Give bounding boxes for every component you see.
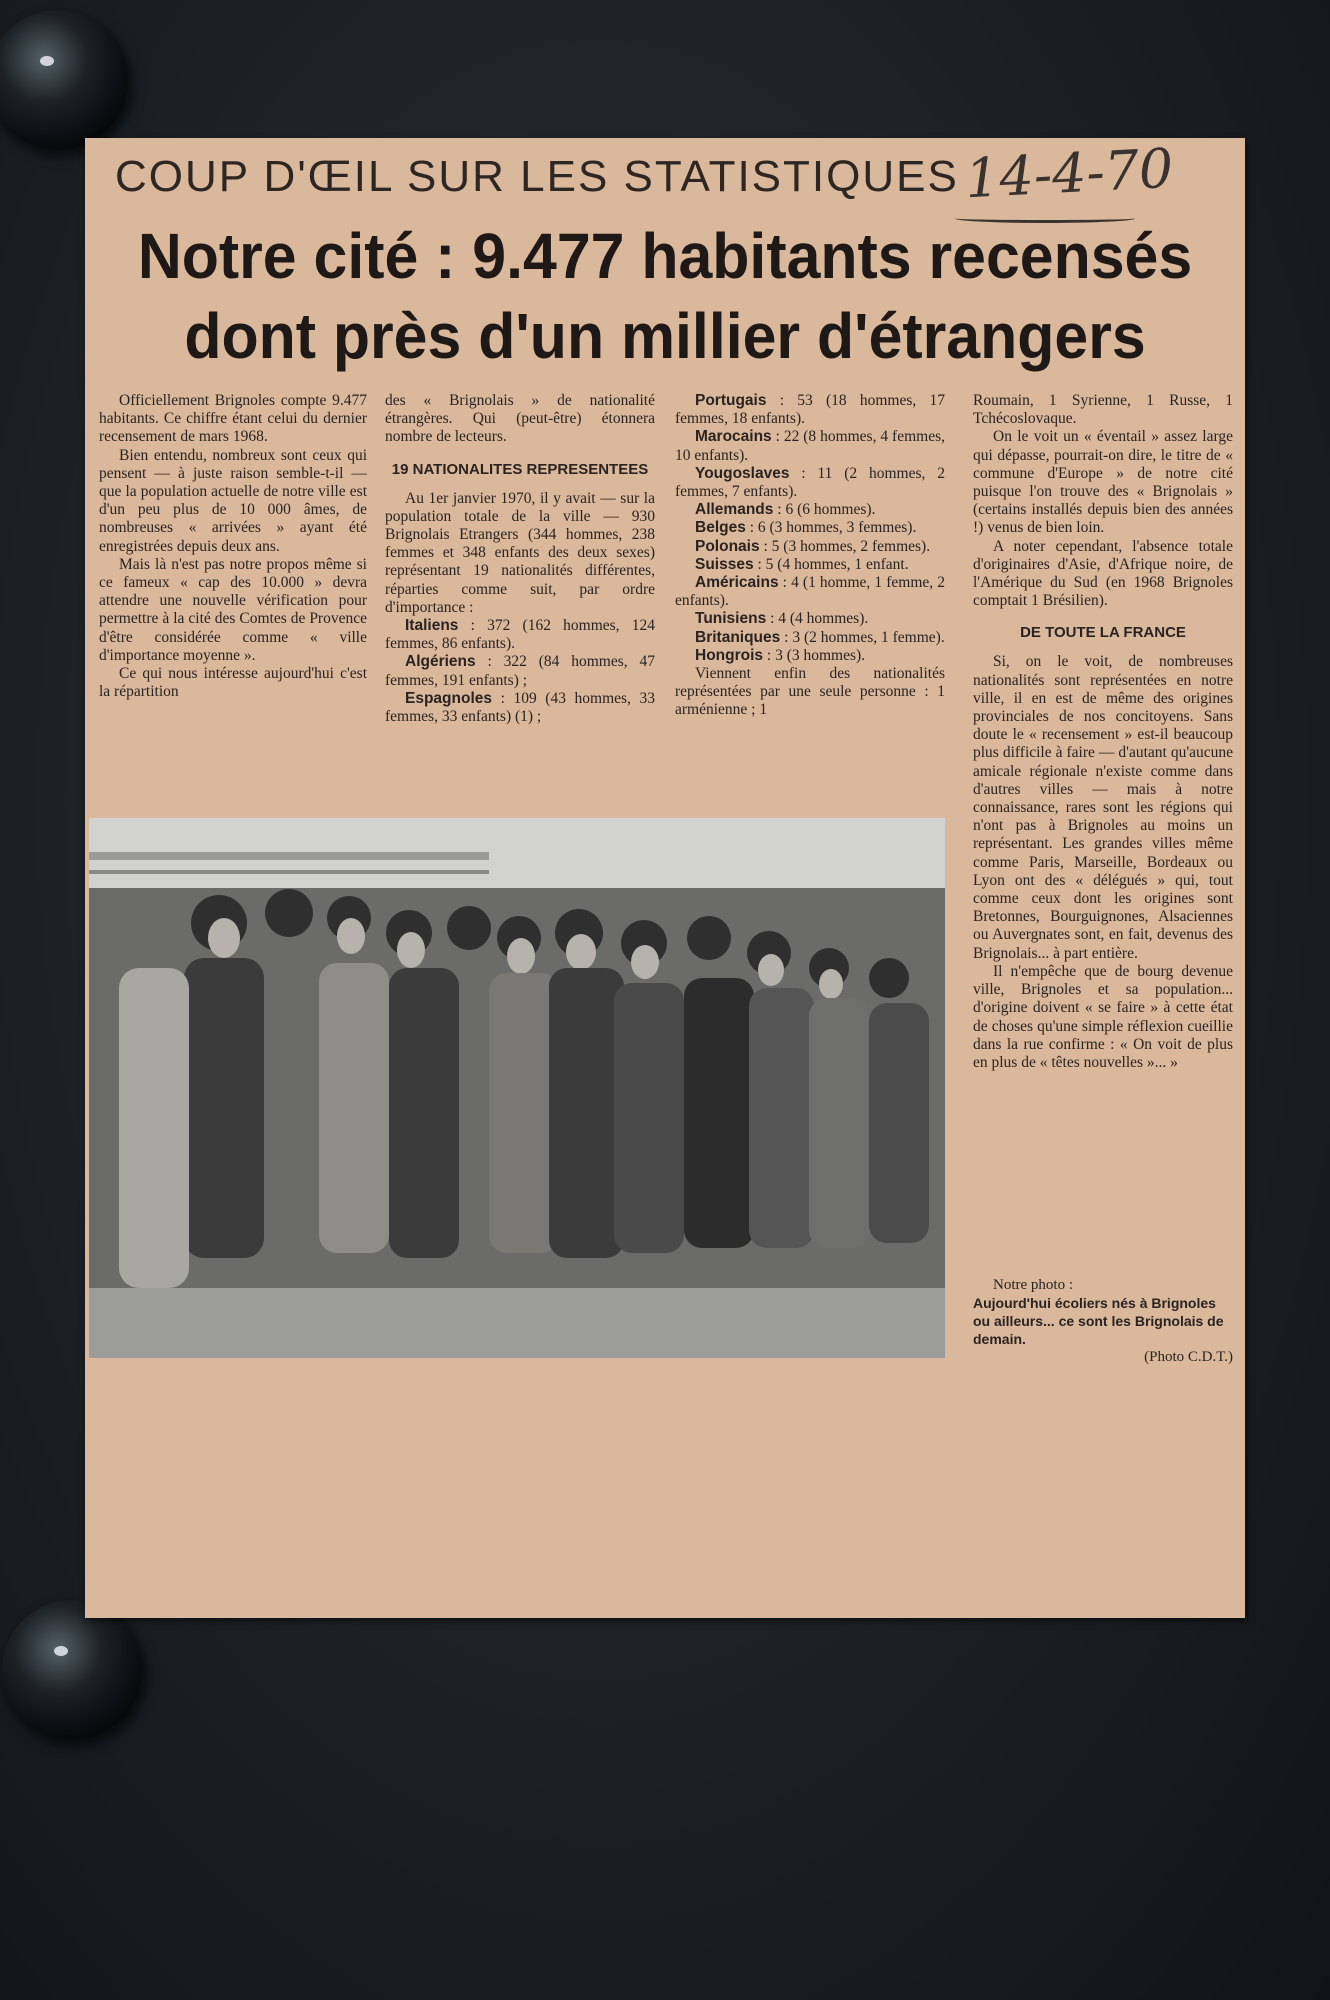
- paragraph: Roumain, 1 Syrienne, 1 Russe, 1 Tchécoslovaque.: [973, 392, 1233, 428]
- nationality-entry: [675, 629, 945, 647]
- nationality-detail: : 3 (3 hommes).: [763, 646, 866, 664]
- nationality-name: Allemands: [695, 501, 774, 519]
- paragraph: Ce qui nous intéresse aujourd'hui c'est la répartition: [99, 665, 367, 701]
- kicker: COUP D'ŒIL SUR LES STATISTIQUES: [115, 152, 959, 201]
- paragraph: des « Brignolais » de nationalité étrangères. Qui (peut-être) étonnera nombre de lecteurs.: [385, 392, 655, 446]
- nationality-detail: : 4 (1 homme, 1 femme, 2 enfants).: [675, 574, 945, 610]
- nationality-entry: [675, 519, 945, 537]
- paragraph: Officiellement Brignoles compte 9.477 habitants. Ce chiffre étant celui du dernier recensement de mars 1968.: [99, 392, 367, 446]
- nationality-entry: [385, 690, 655, 726]
- nationality-name: Hongrois: [695, 646, 764, 664]
- nationality-entry: [675, 428, 945, 464]
- push-pin-bottom: [2, 1600, 142, 1740]
- nationality-name: Tunisiens: [695, 610, 767, 628]
- headline: Notre cité : 9.477 habitants recensés dont près d'un millier d'étrangers: [137, 220, 1193, 372]
- nationality-detail: : 3 (2 hommes, 1 femme).: [780, 628, 945, 646]
- paragraph: Au 1er janvier 1970, il y avait — sur la population totale de la ville — 930 Brignolais Etrangers (344 hommes, 238 femmes et 348 enfants des deux sexes) représentant 19 nationalités différentes, réparties comme suit, par ordre d'importance :: [385, 489, 655, 616]
- nationality-entry: [675, 392, 945, 428]
- nationality-name: Portugais: [695, 392, 767, 409]
- newspaper-clipping: [85, 138, 1245, 1618]
- nationality-name: Américains: [695, 574, 779, 592]
- nationality-name: Belges: [695, 519, 746, 537]
- nationality-entry: [385, 653, 655, 689]
- nationality-entry: [675, 647, 945, 665]
- handwritten-date: 14-4-70: [963, 136, 1175, 211]
- nationality-name: Algériens: [405, 653, 476, 671]
- nationality-entry: [675, 501, 945, 519]
- subheading: 19 NATIONALITES REPRESENTEES: [391, 460, 649, 478]
- nationality-detail: : 372 (162 hommes, 124 femmes, 86 enfants).: [385, 617, 655, 653]
- caption-text: Aujourd'hui écoliers nés à Brignoles ou ailleurs... ce sont les Brignolais de demain.: [973, 1295, 1224, 1347]
- nationality-name: Suisses: [695, 555, 754, 573]
- photo-caption: [973, 1276, 1233, 1366]
- paragraph: Viennent enfin des nationalités représentées par une seule personne : 1 arménienne ; 1: [675, 665, 945, 719]
- photo-illustration: [89, 818, 945, 1358]
- nationality-entry: [675, 538, 945, 556]
- paragraph: On le voit un « éventail » assez large qui dépasse, pourrait-on dire, le titre de « commune d'Europe » de notre cité puisque l'on trouve des « Brignolais » (certains installés depuis bien des années !) venus de bien loin.: [973, 428, 1233, 537]
- nationality-entry: [675, 465, 945, 501]
- caption-label: Notre photo :: [993, 1277, 1073, 1293]
- nationality-name: Marocains: [695, 428, 772, 446]
- paragraph: Mais là n'est pas notre propos même si ce fameux « cap des 10.000 » devra attendre une nouvelle vérification pour permettre à la cité des Comtes de Provence d'être considérée comme « ville d'importance moyenne ».: [99, 555, 367, 664]
- push-pin-top: [0, 10, 128, 150]
- nationality-detail: : 5 (4 hommes, 1 enfant.: [753, 555, 909, 573]
- nationality-detail: : 11 (2 hommes, 2 femmes, 7 enfants).: [675, 464, 945, 501]
- nationality-name: Britaniques: [695, 628, 781, 646]
- column-4: [973, 392, 1233, 1072]
- nationality-detail: : 109 (43 hommes, 33 femmes, 33 enfants) (1) ;: [385, 689, 655, 726]
- nationality-detail: : 6 (3 hommes, 3 femmes).: [745, 519, 917, 537]
- nationality-name: Yougoslaves: [695, 464, 790, 482]
- column-3: [675, 392, 945, 720]
- nationality-detail: : 4 (4 hommes).: [766, 610, 869, 628]
- nationality-detail: : 322 (84 hommes, 47 femmes, 191 enfants) ;: [385, 653, 655, 689]
- schoolchildren-photo: [89, 818, 945, 1358]
- column-1: [99, 392, 367, 701]
- nationality-entry: [675, 556, 945, 574]
- nationality-detail: : 6 (6 hommes).: [773, 501, 876, 519]
- subheading: DE TOUTE LA FRANCE: [1020, 624, 1186, 642]
- paragraph: Il n'empêche que de bourg devenue ville, Brignoles et sa population... d'origine doivent « se faire » à cette état de choses qu'une simple réflexion cueillie dans la rue confirme : « On voit de plus en plus de « têtes nouvelles »... »: [973, 962, 1233, 1071]
- nationality-detail: : 5 (3 hommes, 2 femmes).: [759, 537, 931, 555]
- nationality-detail: : 22 (8 hommes, 4 femmes, 10 enfants).: [675, 428, 945, 464]
- column-2: [385, 392, 655, 726]
- paragraph: Bien entendu, nombreux sont ceux qui pensent — à juste raison semble-t-il — que la population actuelle de notre ville est d'un peu plus de 10 000 âmes, de nombreuses « arrivées » ayant été enregistrées depuis deux ans.: [99, 446, 367, 555]
- nationality-name: Polonais: [695, 537, 760, 555]
- nationality-entry: [675, 610, 945, 628]
- photo-credit: (Photo C.D.T.): [1144, 1349, 1233, 1365]
- paragraph: Si, on le voit, de nombreuses nationalités sont représentées en notre ville, il en est de même des origines provinciales de nos concitoyens. Sans doute le « recensement » est-il beaucoup plus difficile à faire — d'autant qu'aucune amicale régionale n'existe comme dans d'autres villes — mais à notre connaissance, rares sont les régions qui n'ont pas à Brignoles au moins un représentant. Les grandes villes même comme Paris, Marseille, Bordeaux ou Lyon ont des « délégués » qui, tout comme ceux dont les origines sont Bretonnes, Bourguignones, Alsaciennes ou Auvergnates sont, en fait, devenus des Brignolais... à part entière.: [973, 653, 1233, 962]
- nationality-entry: [675, 574, 945, 610]
- nationality-name: Italiens: [405, 617, 459, 635]
- nationality-detail: : 53 (18 hommes, 17 femmes, 18 enfants).: [675, 392, 945, 428]
- nationality-entry: [385, 617, 655, 653]
- paragraph: A noter cependant, l'absence totale d'originaires d'Asie, d'Afrique noire, de l'Amérique du Sud (en 1968 Brignoles comptait 1 Brésilien).: [973, 537, 1233, 610]
- nationality-name: Espagnoles: [405, 689, 492, 707]
